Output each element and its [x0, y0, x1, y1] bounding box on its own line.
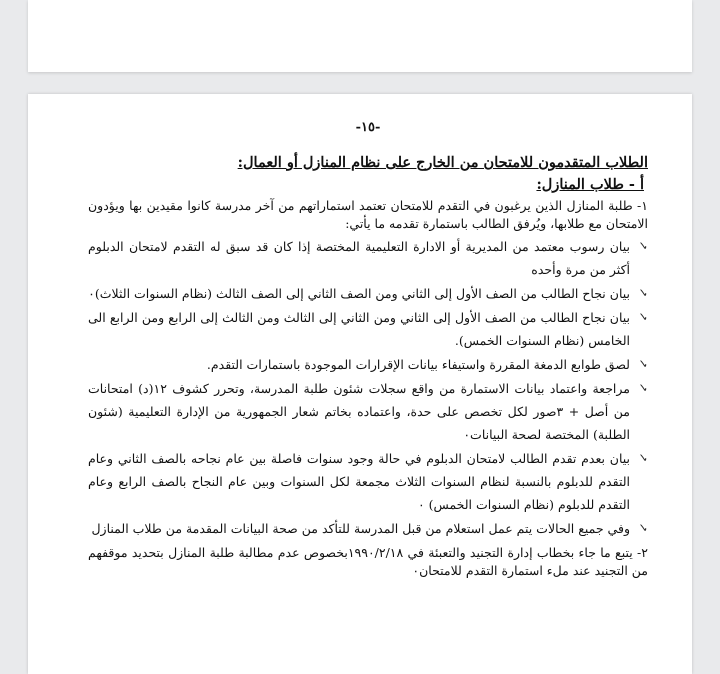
subsection-heading: أ - طلاب المنازل: — [536, 176, 644, 193]
list-item — [88, 306, 648, 352]
list-item-text: لصق طوابع الدمغة المقررة واستيفاء بيانات الإقرارات الموجودة باستمارات التقدم. — [206, 357, 630, 372]
section-title: الطلاب المتقدمون للامتحان من الخارج على نظام المنازل أو العمال: — [237, 154, 648, 171]
checkmark-icon: ✓ — [637, 357, 648, 371]
list-item-text: بيان بعدم تقدم الطالب لامتحان الدبلوم في حالة وجود سنوات فاصلة بين عام نجاحه بالصف الثاني وعام التقدم للدبلوم بالنسبة لنظام السنوات الثلاث مجمعة لكل السنوات وبين عام النجاح بالصف الرابع وعام التقدم للدبلوم (نظام السنوات الخمس) ٠ — [88, 451, 630, 512]
document-page — [28, 94, 692, 674]
checkmark-icon: ✓ — [637, 310, 648, 324]
list-item — [88, 353, 648, 376]
requirements-list — [88, 235, 648, 540]
list-item-text: بيان نجاح الطالب من الصف الأول إلى الثاني ومن الثاني إلى الثالث ومن الثالث إلى الرابع ومن الرابع الى الخامس (نظام السنوات الخمس). — [88, 310, 630, 348]
previous-page — [28, 0, 692, 72]
list-item — [88, 517, 648, 540]
list-item — [88, 447, 648, 516]
numbered-item-2: ٢- يتبع ما جاء بخطاب إدارة التجنيد والتعبئة في ١٩٩٠/٢/١٨بخصوص عدم مطالبة طلبة المنازل بتحديد موقفهم من التجنيد عند ملء استمارة التقدم للامتحان٠ — [88, 545, 648, 578]
list-item — [88, 235, 648, 281]
list-item-text: وفي جميع الحالات يتم عمل استعلام من قبل المدرسة للتأكد من صحة البيانات المقدمة من طلاب المنازل — [91, 521, 630, 536]
list-item-text: بيان رسوب معتمد من المديرية أو الادارة التعليمية المختصة إذا كان قد سبق له التقدم لامتحان الدبلوم أكثر من مرة وأحده — [88, 239, 630, 277]
list-item-text: مراجعة واعتماد بيانات الاستمارة من واقع سجلات شئون طلبة المدرسة، وتحرر كشوف ١٢(د) امتحانات من أصل + ٣صور لكل تخصص على حدة، واعتماده بخاتم شعار الجمهورية من الإدارة التعليمية (شئون الطلبة) المختصة لصحة البيانات٠ — [88, 381, 631, 442]
list-item-text: بيان نجاح الطالب من الصف الأول إلى الثاني ومن الصف الثاني إلى الصف الثالث (نظام السنوات الثلاث)٠ — [88, 286, 630, 301]
checkmark-icon: ✓ — [637, 521, 648, 535]
numbered-item-1: ١- طلبة المنازل الذين يرغبون في التقدم للامتحان تعتمد استماراتهم من آخر مدرسة كانوا مقيدين بها ويؤدون الامتحان مع طلابها، ويُرفق الطالب باستمارة تقدمه ما يأتي: — [88, 198, 648, 231]
checkmark-icon: ✓ — [637, 451, 648, 465]
checkmark-icon: ✓ — [637, 381, 648, 395]
checkmark-icon: ✓ — [637, 286, 648, 300]
page-number: -١٥- — [355, 120, 381, 135]
checkmark-icon: ✓ — [637, 239, 648, 253]
document-body — [88, 120, 648, 582]
list-item — [88, 377, 648, 446]
list-item — [88, 282, 648, 305]
